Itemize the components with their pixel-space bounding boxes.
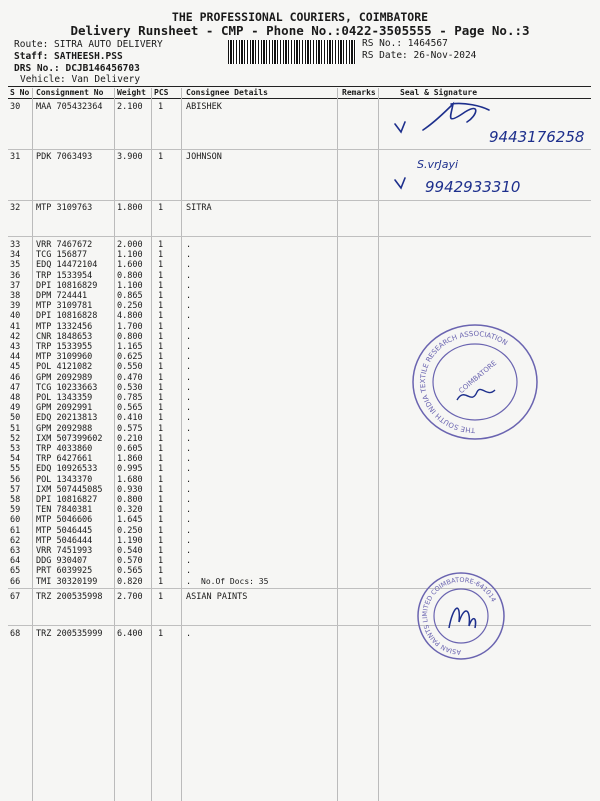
row-consignment: TCG 156877: [36, 250, 88, 261]
row-pcs: 1: [158, 362, 164, 373]
row-weight: 2.100: [117, 102, 143, 112]
row-pcs: 1: [158, 484, 164, 495]
row-weight: 0.930: [117, 484, 143, 495]
row-consignee: .: [186, 535, 192, 546]
row-weight: 0.800: [117, 495, 143, 505]
row-consignment: MTP 3109960: [36, 352, 93, 363]
table-row: [0, 629, 600, 640]
row-sno: 49: [10, 403, 21, 414]
row-consignment: TRP 1533954: [36, 270, 93, 281]
row-weight: 2.700: [117, 592, 143, 602]
row-weight: 1.190: [117, 535, 143, 546]
row-consignee: .: [186, 515, 192, 526]
row-consignment: MAA 705432364: [36, 102, 103, 112]
row-weight: 1.100: [117, 280, 143, 291]
row-weight: 0.250: [117, 525, 143, 536]
row-sno: 36: [10, 270, 21, 281]
row-sno: 44: [10, 352, 21, 363]
row-pcs: 1: [158, 535, 164, 546]
row-pcs: 1: [158, 321, 164, 332]
row-sno: 50: [10, 413, 21, 424]
row-consignment: POL 4121082: [36, 362, 93, 373]
row-consignment: DPI 10816827: [36, 495, 98, 505]
staff-field: Staff: SATHEESH.PSS: [14, 51, 123, 62]
row-consignee: .: [186, 525, 192, 536]
row-sno: 58: [10, 495, 21, 505]
row-sno: 38: [10, 291, 21, 301]
company-title: THE PROFESSIONAL COURIERS, COIMBATORE: [171, 10, 429, 24]
row-consignee: .: [186, 546, 192, 556]
row-sno: 30: [10, 102, 21, 112]
row-consignment: MTP 1332456: [36, 321, 93, 332]
row-weight: 0.605: [117, 444, 143, 454]
row-consignment: TCG 10233663: [36, 382, 98, 393]
row-sno: 67: [10, 592, 21, 602]
row-sno: 46: [10, 372, 21, 383]
row-pcs: 1: [158, 393, 164, 403]
row-sno: 68: [10, 629, 21, 639]
row-weight: 1.680: [117, 474, 143, 485]
docs-count: No.Of Docs: 35: [201, 577, 269, 586]
row-sno: 45: [10, 362, 21, 373]
header-consignment: Consignment No: [36, 88, 104, 97]
drs-field: DRS No.: DCJB146456703: [14, 63, 140, 74]
row-consignee: ABISHEK: [186, 102, 222, 112]
row-pcs: 1: [158, 372, 164, 383]
row-consignee: .: [186, 240, 192, 250]
row-consignee: .: [186, 260, 192, 271]
row-sno: 34: [10, 250, 21, 261]
row-consignment: TRZ 200535999: [36, 629, 103, 639]
row-consignee: .: [186, 372, 192, 383]
row-sno: 53: [10, 444, 21, 454]
row-weight: 0.410: [117, 413, 143, 424]
row-consignment: IXM 507399602: [36, 433, 103, 444]
row-weight: 0.565: [117, 566, 143, 577]
table-row: [0, 203, 600, 214]
row-sno: 66: [10, 576, 21, 587]
row-pcs: 1: [158, 291, 164, 301]
signature-abishek: [385, 96, 590, 151]
row-consignment: TRP 1533955: [36, 342, 93, 352]
row-pcs: 1: [158, 454, 164, 465]
row-consignee: .: [186, 413, 192, 424]
row-pcs: 1: [158, 203, 164, 213]
row-pcs: 1: [158, 331, 164, 342]
row-consignment: TRZ 200535998: [36, 592, 103, 602]
row-pcs: 1: [158, 525, 164, 536]
row-weight: 4.800: [117, 311, 143, 322]
row-consignee: .: [186, 576, 192, 587]
row-sno: 32: [10, 203, 21, 213]
row-consignee: .: [186, 301, 192, 312]
row-consignment: EDQ 14472104: [36, 260, 98, 271]
row-pcs: 1: [158, 240, 164, 250]
row-pcs: 1: [158, 250, 164, 261]
row-sno: 59: [10, 505, 21, 516]
row-consignment: GPM 2092991: [36, 403, 93, 414]
row-consignee: .: [186, 484, 192, 495]
row-consignee: .: [186, 495, 192, 505]
row-consignee: .: [186, 270, 192, 281]
row-pcs: 1: [158, 270, 164, 281]
row-sno: 41: [10, 321, 21, 332]
row-pcs: 1: [158, 433, 164, 444]
row-consignment: TRP 4033860: [36, 444, 93, 454]
row-consignee: .: [186, 342, 192, 352]
row-sno: 51: [10, 423, 21, 434]
row-sno: 65: [10, 566, 21, 577]
row-pcs: 1: [158, 382, 164, 393]
row-weight: 0.320: [117, 505, 143, 516]
rs-date-field: RS Date: 26-Nov-2024: [362, 50, 477, 61]
row-pcs: 1: [158, 576, 164, 587]
row-consignment: MTP 5046444: [36, 535, 93, 546]
row-weight: 1.600: [117, 260, 143, 271]
row-consignee: .: [186, 474, 192, 485]
header-seal-signature: Seal & Signature: [400, 88, 478, 97]
row-consignment: EDQ 10926533: [36, 464, 98, 475]
row-consignee: .: [186, 321, 192, 332]
row-sno: 33: [10, 240, 21, 250]
row-consignee: SITRA: [186, 203, 212, 213]
row-pcs: 1: [158, 464, 164, 475]
row-weight: 2.000: [117, 240, 143, 250]
row-sno: 52: [10, 433, 21, 444]
row-consignee: .: [186, 403, 192, 414]
row-consignee: .: [186, 331, 192, 342]
row-weight: 0.800: [117, 331, 143, 342]
row-sno: 54: [10, 454, 21, 465]
row-consignee: .: [186, 556, 192, 567]
row-consignment: GPM 2092989: [36, 372, 93, 383]
row-weight: 0.820: [117, 576, 143, 587]
row-sno: 35: [10, 260, 21, 271]
signature-johnson: [385, 150, 575, 202]
row-consignee: .: [186, 311, 192, 322]
row-weight: 1.700: [117, 321, 143, 332]
asian-paints-seal: [415, 570, 507, 662]
row-pcs: 1: [158, 566, 164, 577]
row-consignment: EDQ 20213813: [36, 413, 98, 424]
row-weight: 0.865: [117, 291, 143, 301]
row-consignment: DPI 10816828: [36, 311, 98, 322]
row-pcs: 1: [158, 515, 164, 526]
row-weight: 0.575: [117, 423, 143, 434]
row-consignment: GPM 2092988: [36, 423, 93, 434]
row-sno: 39: [10, 301, 21, 312]
signature-name: S.vrJayi: [417, 158, 459, 171]
row-consignment: VRR 7451993: [36, 546, 93, 556]
row-consignment: MTP 5046606: [36, 515, 93, 526]
row-sno: 37: [10, 280, 21, 291]
table-row: [0, 592, 600, 603]
row-weight: 0.800: [117, 270, 143, 281]
header-sno: S No: [10, 88, 30, 97]
row-weight: 1.860: [117, 454, 143, 465]
row-weight: 0.785: [117, 393, 143, 403]
row-pcs: 1: [158, 629, 164, 639]
row-consignee: .: [186, 352, 192, 363]
row-weight: 0.540: [117, 546, 143, 556]
row-consignment: TRP 6427661: [36, 454, 93, 465]
row-weight: 0.995: [117, 464, 143, 475]
row-pcs: 1: [158, 413, 164, 424]
row-consignment: TMI 30320199: [36, 576, 98, 587]
row-consignee: .: [186, 433, 192, 444]
row-pcs: 1: [158, 280, 164, 291]
row-sno: 57: [10, 484, 21, 495]
row-pcs: 1: [158, 342, 164, 352]
row-sno: 40: [10, 311, 21, 322]
row-weight: 3.900: [117, 152, 143, 162]
row-sno: 56: [10, 474, 21, 485]
row-consignment: CNR 1848653: [36, 331, 93, 342]
row-consignment: POL 1343359: [36, 393, 93, 403]
table-top-rule: [8, 86, 591, 87]
header-remarks: Remarks: [342, 88, 376, 97]
row-sno: 42: [10, 331, 21, 342]
row-weight: 1.645: [117, 515, 143, 526]
row-weight: 0.210: [117, 433, 143, 444]
row-sno: 55: [10, 464, 21, 475]
row-sno: 48: [10, 393, 21, 403]
row-consignee: ASIAN PAINTS: [186, 592, 248, 602]
row-sno: 60: [10, 515, 21, 526]
row-sno: 64: [10, 556, 21, 567]
row-sno: 62: [10, 535, 21, 546]
row-weight: 0.625: [117, 352, 143, 363]
row-sno: 47: [10, 382, 21, 393]
row-consignment: POL 1343370: [36, 474, 93, 485]
table-row: [0, 577, 600, 588]
row-weight: 1.100: [117, 250, 143, 261]
row-consignment: DPI 10816829: [36, 280, 98, 291]
row-sno: 31: [10, 152, 21, 162]
row-consignment: MTP 3109781: [36, 301, 93, 312]
row-pcs: 1: [158, 311, 164, 322]
row-consignment: VRR 7467672: [36, 240, 93, 250]
row-pcs: 1: [158, 556, 164, 567]
row-pcs: 1: [158, 495, 164, 505]
row-weight: 1.165: [117, 342, 143, 352]
row-consignment: DPM 724441: [36, 291, 88, 301]
row-consignee: .: [186, 454, 192, 465]
row-pcs: 1: [158, 152, 164, 162]
row-consignee: .: [186, 393, 192, 403]
row-consignee: .: [186, 362, 192, 373]
sitra-ring-text: THE SOUTH INDIA TEXTILE RESEARCH ASSOCIATION: [419, 329, 509, 435]
row-weight: 0.550: [117, 362, 143, 373]
row-pcs: 1: [158, 474, 164, 485]
row-pcs: 1: [158, 592, 164, 602]
row-separator: [8, 236, 591, 237]
row-consignment: DDG 930407: [36, 556, 88, 567]
row-consignee: .: [186, 382, 192, 393]
row-consignment: TEN 7840381: [36, 505, 93, 516]
row-consignee: .: [186, 629, 192, 639]
row-weight: 0.565: [117, 403, 143, 414]
row-weight: 0.570: [117, 556, 143, 567]
row-consignee: .: [186, 280, 192, 291]
row-consignment: PRT 6039925: [36, 566, 93, 577]
header-weight: Weight: [117, 88, 146, 97]
asian-ring-text: ASIAN PAINTS LIMITED COIMBATORE-641014: [420, 575, 498, 657]
row-weight: 0.530: [117, 382, 143, 393]
rs-no-field: RS No.: 1464567: [362, 38, 448, 49]
row-consignee: .: [186, 505, 192, 516]
row-consignment: PDK 7063493: [36, 152, 93, 162]
row-consignee: .: [186, 291, 192, 301]
row-consignee: .: [186, 423, 192, 434]
row-pcs: 1: [158, 423, 164, 434]
row-consignment: MTP 5046445: [36, 525, 93, 536]
row-pcs: 1: [158, 505, 164, 516]
row-sno: 61: [10, 525, 21, 536]
row-consignment: MTP 3109763: [36, 203, 93, 213]
route-field: Route: SITRA AUTO DELIVERY: [14, 39, 163, 50]
row-pcs: 1: [158, 444, 164, 454]
row-sno: 63: [10, 546, 21, 556]
header-pcs: PCS: [154, 88, 169, 97]
row-weight: 0.470: [117, 372, 143, 383]
row-pcs: 1: [158, 352, 164, 363]
row-pcs: 1: [158, 102, 164, 112]
row-consignee: .: [186, 464, 192, 475]
runsheet-subtitle: Delivery Runsheet - CMP - Phone No.:0422-3505555 - Page No.:3: [70, 23, 530, 38]
row-consignee: .: [186, 250, 192, 261]
header-consignee: Consignee Details: [186, 88, 268, 97]
sitra-seal: [405, 320, 545, 445]
sitra-center-text: COIMBATORE: [457, 359, 499, 396]
row-consignment: IXM 507445085: [36, 484, 103, 495]
vehicle-field: Vehicle: Van Delivery: [20, 74, 141, 85]
row-pcs: 1: [158, 546, 164, 556]
signature-phone: 9443176258: [489, 128, 585, 146]
row-sno: 43: [10, 342, 21, 352]
row-pcs: 1: [158, 260, 164, 271]
row-pcs: 1: [158, 301, 164, 312]
barcode: [228, 40, 356, 64]
row-weight: 0.250: [117, 301, 143, 312]
signature-phone: 9942933310: [425, 178, 521, 196]
row-consignee: .: [186, 566, 192, 577]
row-weight: 6.400: [117, 629, 143, 639]
row-consignee: JOHNSON: [186, 152, 222, 162]
row-weight: 1.800: [117, 203, 143, 213]
row-pcs: 1: [158, 403, 164, 414]
row-consignee: .: [186, 444, 192, 454]
